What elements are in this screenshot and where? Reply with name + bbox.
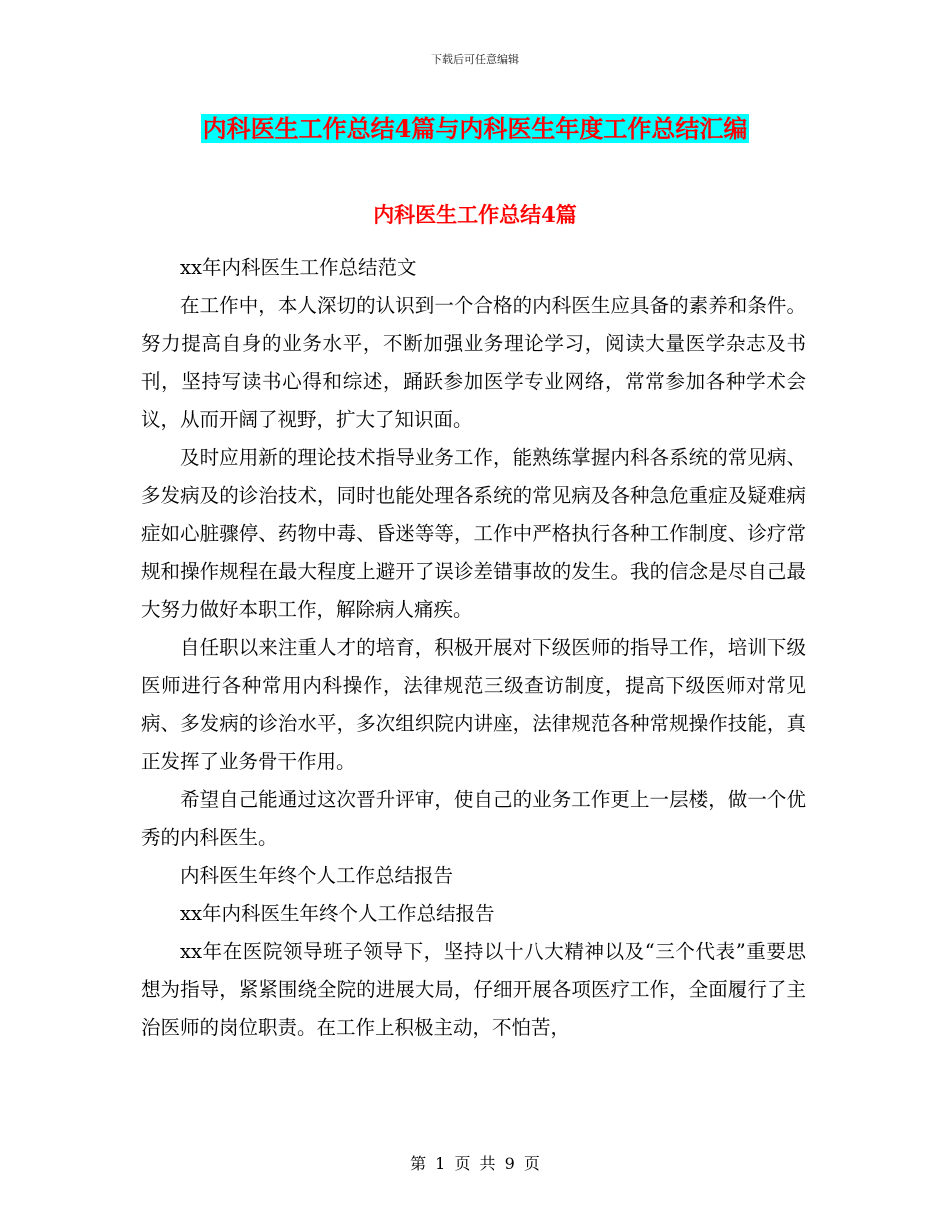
document-sub-title: 内科医生工作总结4篇: [373, 202, 577, 227]
page-footer-number: 第 1 页 共 9 页: [410, 1154, 540, 1173]
paragraph: 自任职以来注重人才的培育，积极开展对下级医师的指导工作，培训下级医师进行各种常用内科操作，法律规范三级查访制度，提高下级医师对常见病、多发病的诊治水平，多次组织院内讲座，法律规范各种常规操作技能，真正发挥了业务骨干作用。: [141, 636, 806, 773]
paragraph: 希望自己能通过这次晋升评审，使自己的业务工作更上一层楼，做一个优秀的内科医生。: [141, 788, 806, 849]
paragraph: 内科医生年终个人工作总结报告: [180, 864, 454, 887]
document-body: [141, 249, 806, 1047]
paragraph: 在工作中，本人深切的认识到一个合格的内科医生应具备的素养和条件。努力提高自身的业务水平，不断加强业务理论学习，阅读大量医学杂志及书刊，坚持写读书心得和综述，踊跃参加医学专业网络，常常参加各种学术会议，从而开阔了视野，扩大了知识面。: [141, 294, 806, 431]
paragraph: xx年在医院领导班子领导下，坚持以十八大精神以及“三个代表”重要思想为指导，紧紧围绕全院的进展大局，仔细开展各项医疗工作，全面履行了主治医师的岗位职责。在工作上积极主动，不怕苦，: [141, 940, 806, 1039]
paragraph: xx年内科医生工作总结范文: [180, 256, 417, 279]
paragraph: 及时应用新的理论技术指导业务工作，能熟练掌握内科各系统的常见病、多发病及的诊治技术，同时也能处理各系统的常见病及各种急危重症及疑难病症如心脏骤停、药物中毒、昏迷等等，工作中严格执行各种工作制度、诊疗常规和操作规程在最大程度上避开了误诊差错事故的发生。我的信念是尽自己最大努力做好本职工作，解除病人痛疾。: [141, 446, 806, 621]
paragraph: xx年内科医生年终个人工作总结报告: [180, 902, 495, 925]
document-main-title: [0, 112, 950, 146]
main-title-highlight: 内科医生工作总结4篇与内科医生年度工作总结汇编: [202, 114, 748, 143]
page-header-note: 下载后可任意编辑: [431, 53, 519, 66]
